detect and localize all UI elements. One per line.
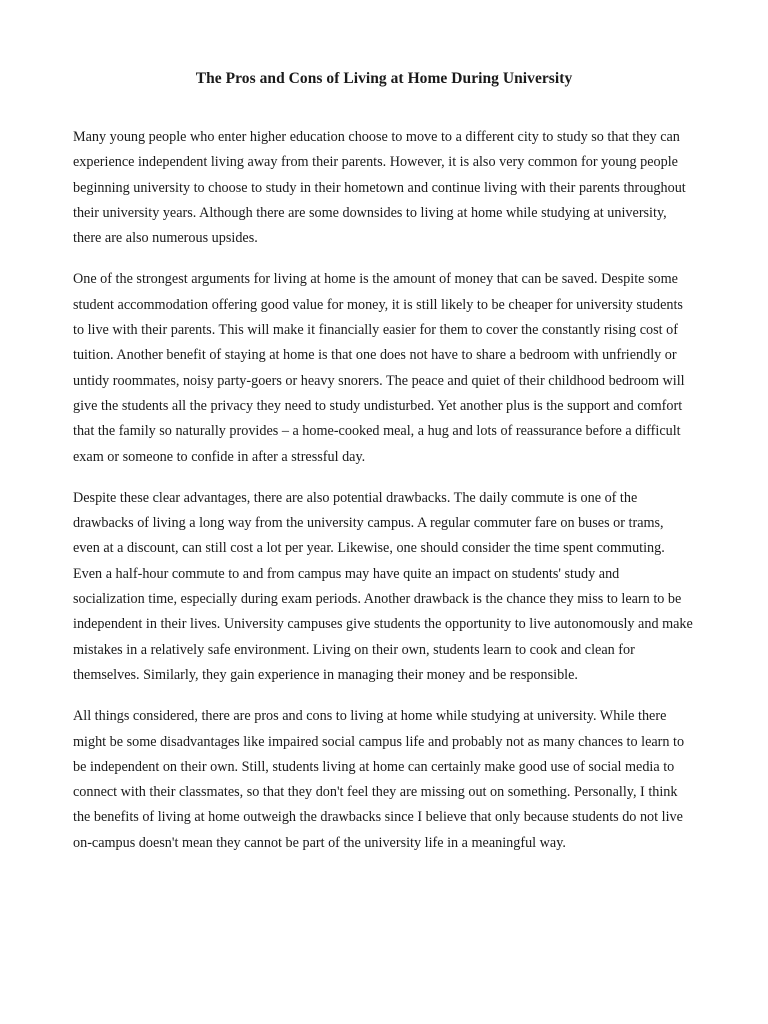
paragraph-drawbacks: Despite these clear advantages, there are also potential drawbacks. The daily commute is one of the drawbacks of living a long way from the university campus. A regular commuter fare on buses or trams, even at a discount, can still cost a lot per year. Likewise, one should consider the time spent commuting. Even a half-hour commute to and from campus may have quite an impact on students' study and socialization time, especially during exam periods. Another drawback is the chance they miss to learn to be independent in their lives. University campuses give students the opportunity to live autonomously and make mistakes in a relatively safe environment. Living on their own, students learn to cook and clean for themselves. Similarly, they gain experience in managing their money and be responsible. — [73, 489, 693, 683]
document-title: The Pros and Cons of Living at Home During University — [195, 70, 573, 87]
document-body — [73, 125, 693, 872]
paragraph-advantages: One of the strongest arguments for living at home is the amount of money that can be saved. Despite some student accommodation offering good value for money, it is still likely to be cheaper for university students to live with their parents. This will make it financially easier for them to cover the constantly rising cost of tuition. Another benefit of staying at home is that one does not have to share a bedroom with unfriendly or untidy roommates, noisy party-goers or heavy snorers. The peace and quiet of their childhood bedroom will give the students all the privacy they need to study undisturbed. Yet another plus is the support and comfort that the family so naturally provides – a home-cooked meal, a hug and lots of reassurance before a difficult exam or someone to confide in after a stressful day. — [73, 271, 685, 465]
paragraph-conclusion: All things considered, there are pros and cons to living at home while studying at university. While there might be some disadvantages like impaired social campus life and probably not as many chances to learn to be independent on their own. Still, students living at home can certainly make good use of social media to connect with their classmates, so that they don't feel they are missing out on something. Personally, I think the benefits of living at home outweigh the drawbacks since I believe that only because students do not live on-campus doesn't mean they cannot be part of the university life in a meaningful way. — [73, 708, 685, 851]
paragraph-intro: Many young people who enter higher education choose to move to a different city to study so that they can experience independent living away from their parents. However, it is also very common for young people beginning university to choose to study in their hometown and continue living with their parents throughout their university years. Although there are some downsides to living at home while studying at university, there are also numerous upsides. — [73, 129, 686, 247]
